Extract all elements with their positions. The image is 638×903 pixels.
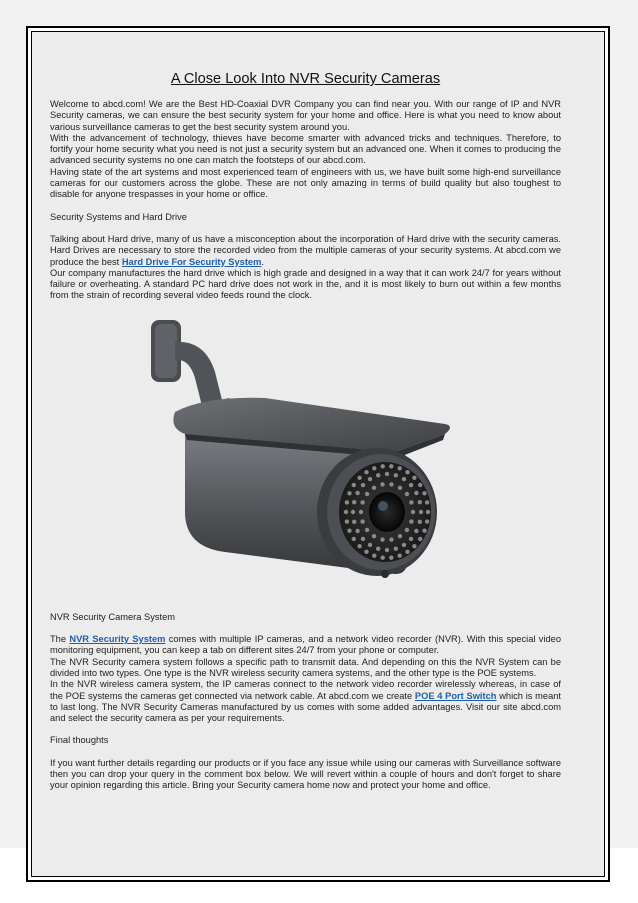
hard-drive-paragraph-2: Our company manufactures the hard drive which is high grade and designed in a way that it can work 24/7 for years without failure or overheating. A standard PC hard drive does not work in the, and it is most likely to burn out within a few months from the strain of recording several video feeds round the clock. [50, 267, 561, 301]
ir-led [418, 483, 422, 487]
ir-led [394, 473, 398, 477]
page-title: A Close Look Into NVR Security Cameras [170, 71, 441, 87]
ir-led [364, 470, 368, 474]
ir-led [355, 529, 359, 533]
intro-paragraph-1: Welcome to abcd.com! We are the Best HD-Coaxial DVR Company you can find near you. With our range of IP and NVR Security cameras, we can ensure the best security system for your home and office. Here is what you need to know about various surveillance cameras to get the best security system around you. [50, 99, 561, 132]
ir-led [361, 483, 365, 487]
ir-led [398, 466, 402, 470]
camera-lens [369, 492, 405, 532]
ir-led [409, 536, 413, 540]
poe-switch-link[interactable]: POE 4 Port Switch [414, 690, 497, 701]
ir-led [405, 528, 409, 532]
ir-led [414, 491, 418, 495]
ir-led [405, 492, 409, 496]
bullet-camera-illustration [145, 312, 475, 602]
nvr-paragraph-3 [50, 679, 561, 724]
hard-drive-link[interactable]: Hard Drive For Security System [121, 256, 262, 267]
ir-led [365, 492, 369, 496]
ir-led [419, 510, 423, 514]
ir-led [402, 542, 406, 546]
ir-led [389, 537, 393, 541]
ir-led [414, 529, 418, 533]
ir-led [347, 491, 351, 495]
ir-led [372, 534, 376, 538]
camera-image [50, 312, 561, 602]
intro-paragraph-3: Having state of the art systems and most experienced team of engineers with us, we have built some high-end surveillance cameras for our customers across the globe. These are not only amazing in terms of build quality but also toughest to disable for anyone trespasses in your home or office. [50, 166, 561, 200]
ir-led [361, 536, 365, 540]
ir-led [381, 464, 385, 468]
ir-led [398, 553, 402, 557]
ir-led [344, 510, 348, 514]
ir-led [389, 464, 393, 468]
nvr-text-start: The [50, 634, 70, 645]
ir-led [405, 549, 409, 553]
ir-led [360, 519, 364, 523]
ir-led [422, 528, 426, 532]
ir-led [357, 544, 361, 548]
ir-led [360, 500, 364, 504]
section-heading-hard-drive: Security Systems and Hard Drive [50, 211, 187, 222]
ir-led [372, 485, 376, 489]
ir-led [385, 472, 389, 476]
ir-led [411, 510, 415, 514]
ir-led [372, 466, 376, 470]
nvr-text-end: comes with multiple IP cameras, and a network video recorder (NVR). With this special video monitoring equipment, you can keep a tab on different sites 24/7 from your phone or computer. [50, 634, 561, 656]
final-paragraph: If you want further details regarding our products or if you face any issue while using our cameras with Surveillance software then you can drop your query in the comment box below. We will revert within a couple of hours and don't forget to share your opinion regarding this article. Bring your Security camera home now and protect your home and office. [50, 757, 561, 791]
intro-paragraph-2: With the advancement of technology, thieves have become smarter with advanced tricks and techniques. Therefore, to fortify your home security what you need is not just a security system but an advanced one. When it comes to producing the advanced security systems no one can match the footsteps of our abcd.com. [50, 132, 561, 166]
nvr-paragraph-1 [50, 634, 561, 657]
ir-led [418, 537, 422, 541]
ir-led [352, 537, 356, 541]
ir-led [412, 475, 416, 479]
ir-led [385, 548, 389, 552]
ir-led [347, 528, 351, 532]
ir-led [352, 519, 356, 523]
ir-led [425, 500, 429, 504]
ir-led [418, 519, 422, 523]
ir-led [368, 477, 372, 481]
ir-led [405, 470, 409, 474]
ir-led [355, 491, 359, 495]
ir-led [418, 500, 422, 504]
ir-led [376, 473, 380, 477]
ir-led [380, 482, 384, 486]
ir-led [352, 483, 356, 487]
hard-drive-text: Talking about Hard drive, many of us have a misconception about the incorporation of Hard drive with the security cameras. Hard Drives are necessary to store the recorded video from the multiple cameras of your security systems. At abcd.com we produce the best [50, 233, 561, 267]
ir-led [409, 483, 413, 487]
ir-led [372, 553, 376, 557]
nvr-security-system-link[interactable]: NVR Security System [69, 634, 166, 645]
ir-led [412, 544, 416, 548]
ir-led [409, 500, 413, 504]
poe-text-end: which is meant to last long. The NVR Security Cameras manufactured by us comes with some added advantages. Visit our site abcd.com and select the security camera as per your requirements. [50, 690, 561, 724]
ir-led [402, 477, 406, 481]
section-heading-nvr: NVR Security Camera System [50, 611, 176, 622]
ir-led [368, 542, 372, 546]
hard-drive-text-end: . [261, 256, 264, 267]
ir-led [352, 500, 356, 504]
ir-led [422, 491, 426, 495]
ir-led [426, 510, 430, 514]
ir-led [359, 510, 363, 514]
ir-led [394, 546, 398, 550]
ir-led [389, 555, 393, 559]
poe-text-start: In the NVR wireless camera system, the IP cameras connect to the network video recorder wirelessly whereas, in case of the POE systems the cameras get connected via network cable. At abcd.com we create [50, 679, 561, 701]
ir-led [345, 500, 349, 504]
ir-led [345, 519, 349, 523]
ir-led [398, 485, 402, 489]
ir-led [389, 482, 393, 486]
article [50, 70, 561, 792]
ir-led [364, 549, 368, 553]
ir-led [365, 528, 369, 532]
ir-led [409, 519, 413, 523]
nvr-paragraph-2: The NVR Security camera system follows a specific path to transmit data. And depending on this the NVR System can be divided into two types. One type is the NVR wireless security camera systems, and the other type is the POE systems. [50, 656, 561, 678]
ir-led [425, 519, 429, 523]
ir-led [381, 555, 385, 559]
hard-drive-paragraph-1 [50, 234, 561, 268]
ir-led [376, 546, 380, 550]
ir-led [398, 534, 402, 538]
section-heading-final: Final thoughts [50, 735, 109, 746]
ir-led [357, 475, 361, 479]
ir-led [351, 510, 355, 514]
ir-led [380, 537, 384, 541]
